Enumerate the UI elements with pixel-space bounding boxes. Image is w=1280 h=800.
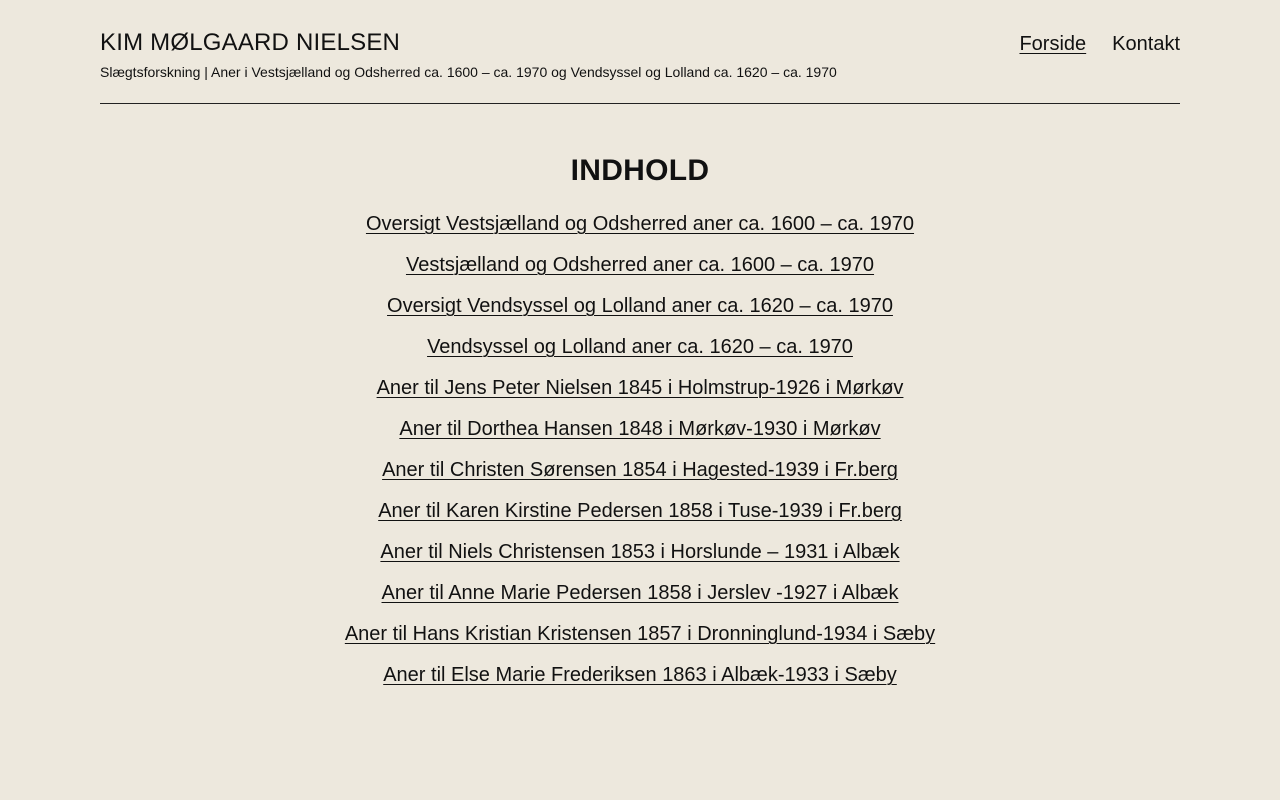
page-heading: INDHOLD (570, 154, 710, 187)
list-item (100, 376, 1180, 417)
contents-link[interactable]: Aner til Dorthea Hansen 1848 i Mørkøv-1930 i Mørkøv (399, 418, 881, 440)
list-item (100, 458, 1180, 499)
list-item (100, 581, 1180, 622)
site-title-link[interactable]: KIM MØLGAARD NIELSEN (100, 29, 401, 56)
contents-link[interactable]: Aner til Christen Sørensen 1854 i Hagested-1939 i Fr.berg (382, 459, 898, 481)
site-header (100, 0, 1180, 104)
primary-nav (1019, 32, 1180, 56)
list-item (100, 499, 1180, 540)
contents-link[interactable]: Aner til Niels Christensen 1853 i Horslunde – 1931 i Albæk (380, 541, 900, 563)
list-item (100, 540, 1180, 581)
list-item (100, 212, 1180, 253)
contents-link[interactable]: Aner til Jens Peter Nielsen 1845 i Holmstrup-1926 i Mørkøv (376, 377, 904, 399)
nav-kontakt-link[interactable]: Kontakt (1112, 33, 1180, 55)
contents-link[interactable]: Aner til Else Marie Frederiksen 1863 i Albæk-1933 i Sæby (383, 664, 897, 686)
contents-list (100, 212, 1180, 704)
site-description: Slægtsforskning | Aner i Vestsjælland og Odsherred ca. 1600 – ca. 1970 og Vendsyssel og Lolland ca. 1620 – ca. 1970 (100, 64, 837, 80)
list-item (100, 294, 1180, 335)
contents-link[interactable]: Aner til Hans Kristian Kristensen 1857 i Dronninglund-1934 i Sæby (344, 623, 936, 645)
contents-link[interactable]: Vendsyssel og Lolland aner ca. 1620 – ca. 1970 (427, 336, 853, 358)
nav-forside-link[interactable]: Forside (1019, 33, 1087, 55)
contents-link[interactable]: Aner til Anne Marie Pedersen 1858 i Jerslev -1927 i Albæk (381, 582, 899, 604)
contents-link[interactable]: Aner til Karen Kirstine Pedersen 1858 i Tuse-1939 i Fr.berg (378, 500, 902, 522)
list-item (100, 663, 1180, 704)
contents-link[interactable]: Oversigt Vestsjælland og Odsherred aner ca. 1600 – ca. 1970 (365, 213, 915, 235)
list-item (100, 253, 1180, 294)
contents-link[interactable]: Vestsjælland og Odsherred aner ca. 1600 – ca. 1970 (405, 254, 875, 276)
list-item (100, 335, 1180, 376)
list-item (100, 417, 1180, 458)
contents-link[interactable]: Oversigt Vendsyssel og Lolland aner ca. 1620 – ca. 1970 (387, 295, 893, 317)
list-item (100, 622, 1180, 663)
